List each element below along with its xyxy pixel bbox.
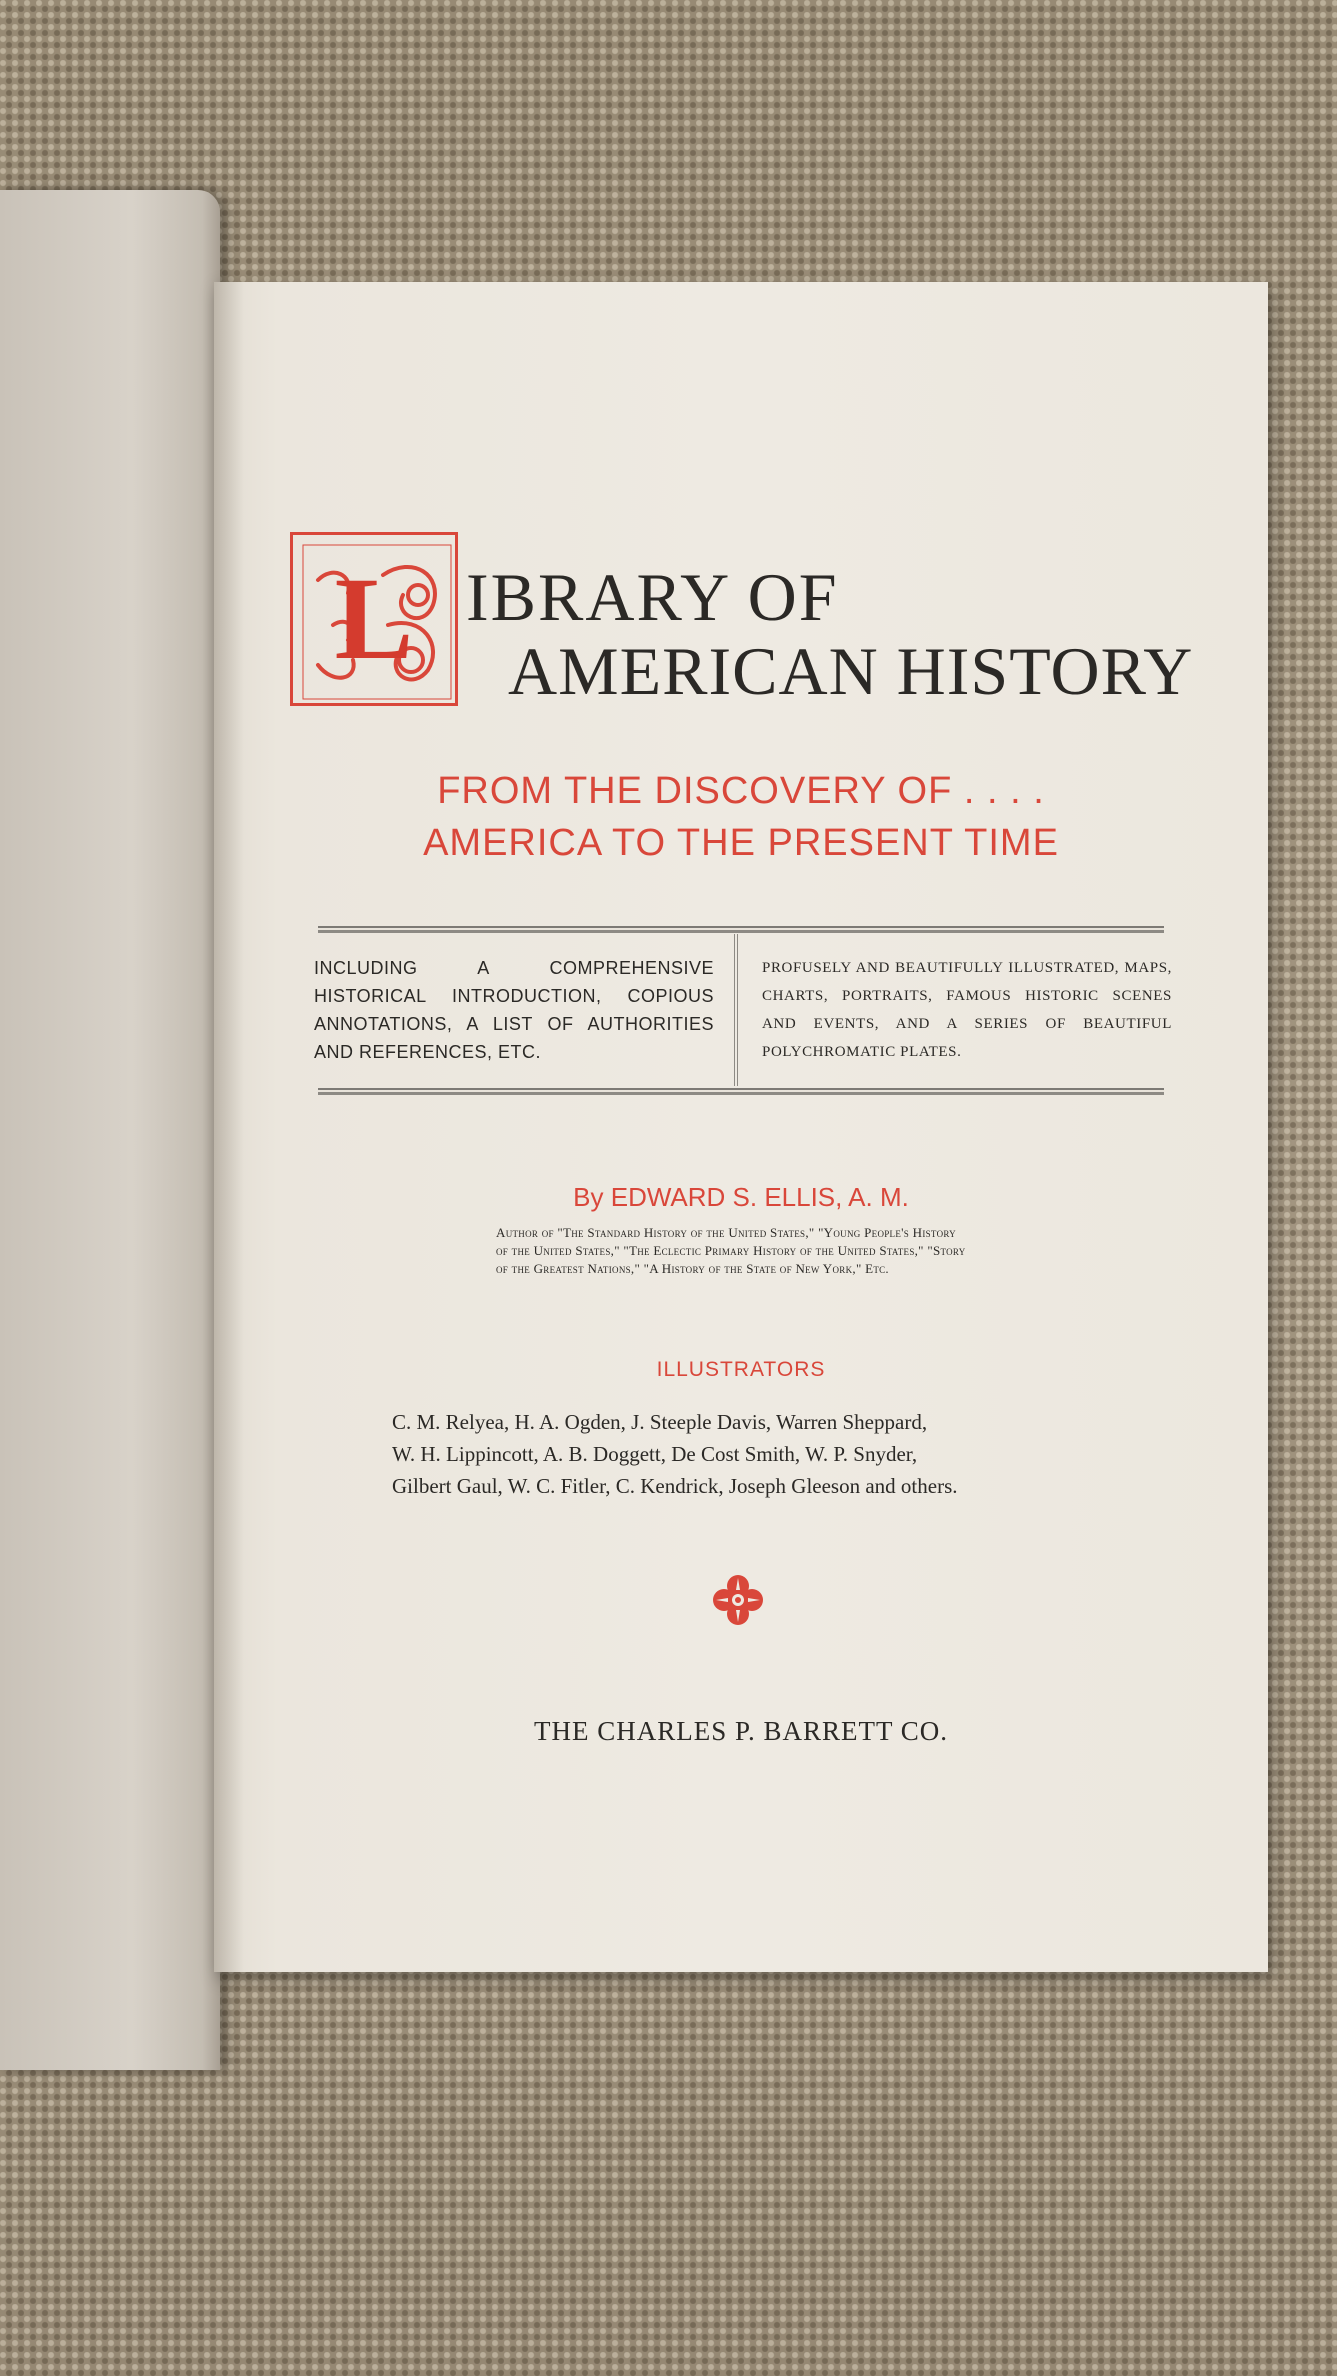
initial-letter: L bbox=[334, 553, 414, 684]
author-byline: By EDWARD S. ELLIS, A. M. bbox=[573, 1182, 909, 1212]
rosette-ornament-icon bbox=[708, 1570, 768, 1630]
title-line-1: IBRARY OF bbox=[466, 559, 839, 635]
subtitle-line-2: AMERICA TO THE PRESENT TIME bbox=[423, 822, 1059, 864]
contents-description: INCLUDING A COMPREHENSIVE HISTORICAL INTRODUCTION, COPIOUS ANNOTATIONS, A LIST OF AUTHORITIES AND REFERENCES, ETC. bbox=[314, 958, 714, 1062]
illustrators-line: W. H. Lippincott, A. B. Doggett, De Cost Smith, W. P. Snyder, bbox=[392, 1442, 918, 1466]
title-line-2: AMERICAN HISTORY bbox=[508, 633, 1194, 709]
facing-blank-page bbox=[0, 190, 220, 2070]
book-title bbox=[290, 532, 1250, 722]
subtitle-line-1: FROM THE DISCOVERY OF . . . . bbox=[437, 770, 1045, 812]
illustrators-line: Gilbert Gaul, W. C. Fitler, C. Kendrick, Joseph Gleeson and others. bbox=[392, 1474, 958, 1498]
column-divider bbox=[734, 934, 738, 1086]
publisher-name: THE CHARLES P. BARRETT CO. bbox=[533, 1716, 949, 1746]
illustrators-heading: ILLUSTRATORS bbox=[656, 1358, 826, 1381]
author-credentials: Author of "The Standard History of the United States," "Young People's History of the United States," "The Eclectic Primary History of the United States," "Story of the Greatest Nations," "A History of the State of New York," Etc. bbox=[496, 1225, 966, 1276]
title-page bbox=[214, 282, 1268, 1972]
decorated-initial bbox=[290, 532, 458, 706]
illustrators-line: C. M. Relyea, H. A. Ogden, J. Steeple Davis, Warren Sheppard, bbox=[392, 1410, 928, 1434]
top-double-rule bbox=[318, 926, 1164, 933]
illustrators-list bbox=[392, 1406, 1132, 1502]
illustration-description: PROFUSELY AND BEAUTIFULLY ILLUSTRATED, MAPS, CHARTS, PORTRAITS, FAMOUS HISTORIC SCENES AND EVENTS, AND A SERIES OF BEAUTIFUL POLYCHROMATIC PLATES. bbox=[762, 960, 1172, 1060]
bottom-double-rule bbox=[318, 1088, 1164, 1095]
